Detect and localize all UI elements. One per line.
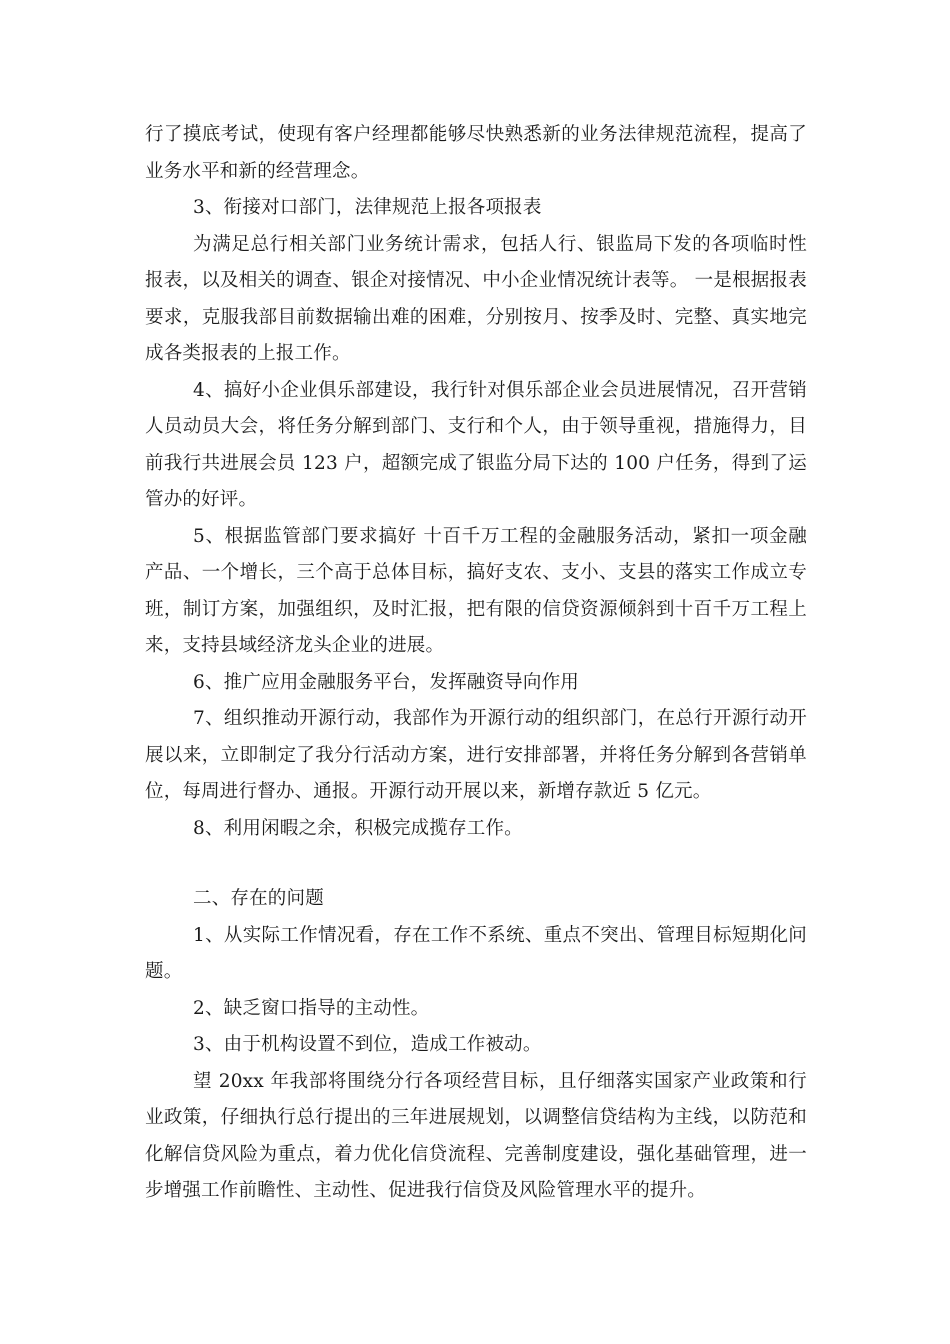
item-3-heading: 3、衔接对口部门，法律规范上报各项报表 <box>193 197 542 218</box>
document-page <box>145 117 807 1210</box>
item-6-heading: 6、推广应用金融服务平台，发挥融资导向作用 <box>193 671 579 693</box>
item-5-paragraph: 5、根据监管部门要求搞好 十百千万工程的金融服务活动，紧扣一项金融产品、一个增长，三个高于总体目标，搞好支农、支小、支县的落实工作成立专班，制订方案，加强组织，及时汇报，把有限的信贷资源倾斜到十百千万工程上来，支持县域经济龙头企业的进展。 <box>145 525 807 656</box>
section-spacer <box>145 847 807 881</box>
item-8-paragraph: 8、利用闲暇之余，积极完成揽存工作。 <box>193 817 523 839</box>
section-heading-problems: 二、存在的问题 <box>193 888 324 909</box>
item-7-paragraph: 7、组织推动开源行动，我部作为开源行动的组织部门，在总行开源行动开展以来，立即制定了我分行活动方案，进行安排部署，并将任务分解到各营销单位，每周进行督办、通报。开源行动开展以来，新增存款近 5 亿元。 <box>145 708 807 802</box>
paragraph-continuation: 行了摸底考试，使现有客户经理都能够尽快熟悉新的业务法律规范流程，提高了业务水平和新的经营理念。 <box>145 124 807 182</box>
problem-1: 1、从实际工作情况看，存在工作不系统、重点不突出、管理目标短期化问题。 <box>145 924 807 982</box>
item-3-body: 为满足总行相关部门业务统计需求，包括人行、银监局下发的各项临时性报表，以及相关的调查、银企对接情况、中小企业情况统计表等。 一是根据报表要求，克服我部目前数据输出难的困难，分别按月、按季及时、完整、真实地完成各类报表的上报工作。 <box>145 233 807 364</box>
outlook-paragraph: 望 20xx 年我部将围绕分行各项经营目标，且仔细落实国家产业政策和行业政策，仔细执行总行提出的三年进展规划，以调整信贷结构为主线，以防范和化解信贷风险为重点，着力优化信贷流程、完善制度建设，强化基础管理，进一步增强工作前瞻性、主动性、促进我行信贷及风险管理水平的提升。 <box>145 1070 807 1201</box>
problem-2: 2、缺乏窗口指导的主动性。 <box>193 997 430 1019</box>
item-4-paragraph: 4、搞好小企业俱乐部建设，我行针对俱乐部企业会员进展情况，召开营销人员动员大会，将任务分解到部门、支行和个人，由于领导重视，措施得力，目前我行共进展会员 123 户，超额完成了银监分局下达的 100 户任务，得到了运管办的好评。 <box>145 379 807 510</box>
problem-3: 3、由于机构设置不到位，造成工作被动。 <box>193 1034 542 1055</box>
